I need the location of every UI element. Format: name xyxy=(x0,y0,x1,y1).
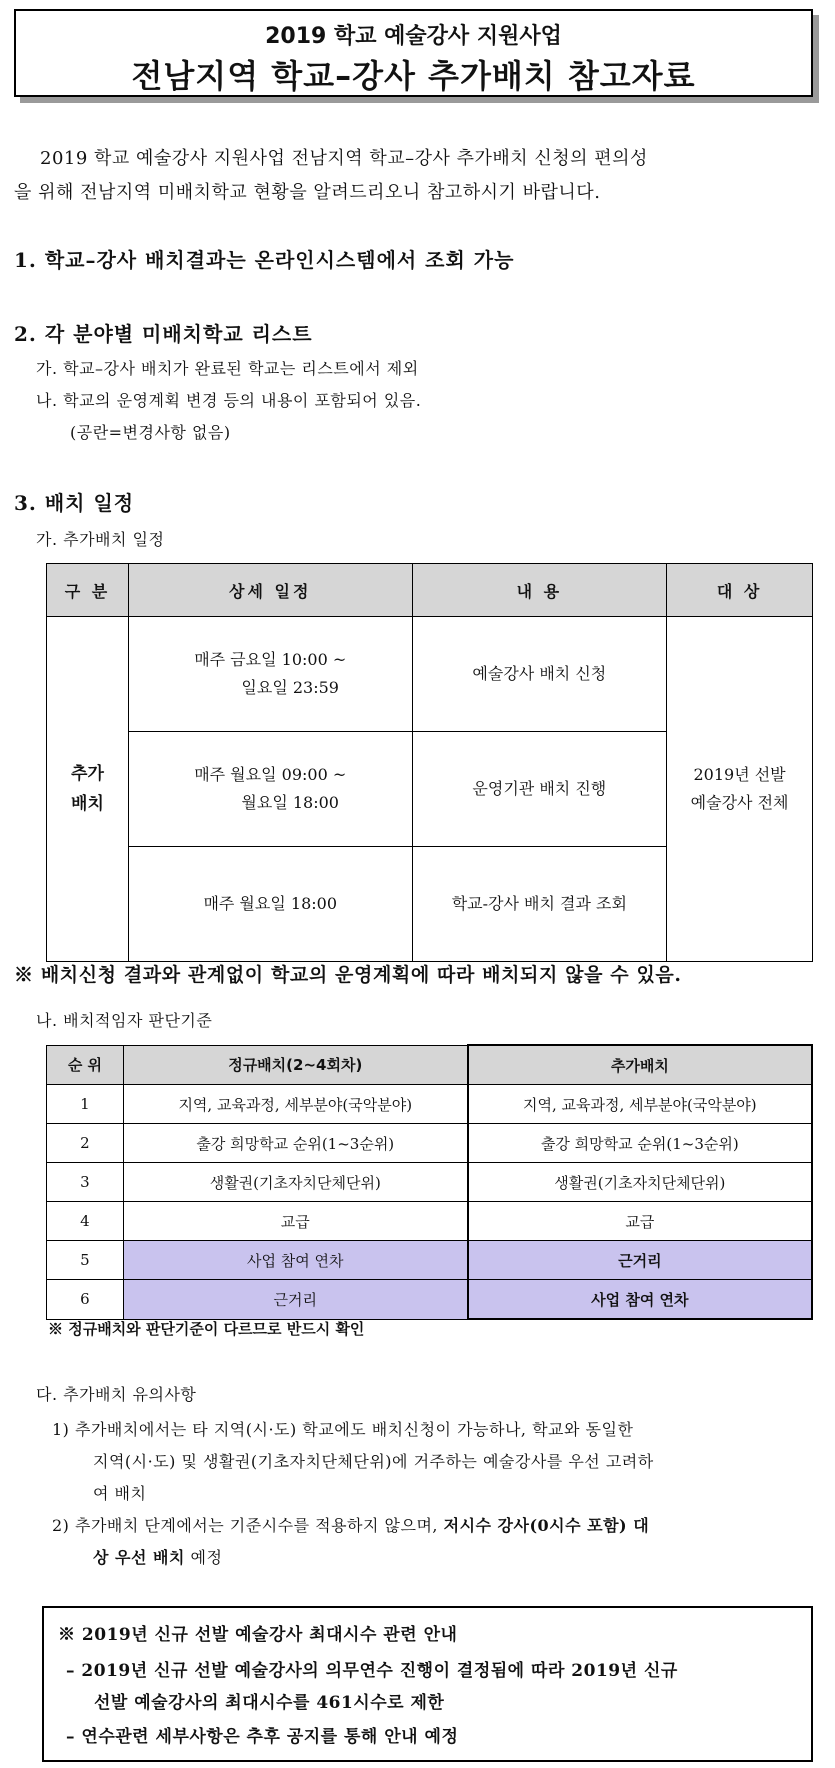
criteria-additional: 출강 희망학교 순위(1~3순위) xyxy=(468,1124,812,1163)
criteria-table xyxy=(46,1044,813,1320)
schedule-time-cell: 매주 월요일 18:00 xyxy=(128,847,412,962)
schedule-target-cell xyxy=(667,617,813,962)
note-2-line-1 xyxy=(52,1511,649,1541)
notice-item-2: – 연수관련 세부사항은 추후 공지를 통해 안내 예정 xyxy=(66,1727,459,1747)
schedule-header-target: 대 상 xyxy=(667,564,813,617)
criteria-note: ※ 정규배치와 판단기준이 다르므로 반드시 확인 xyxy=(48,1320,365,1338)
note-1-line-3: 여 배치 xyxy=(93,1484,147,1503)
criteria-rank: 1 xyxy=(47,1085,124,1124)
schedule-time-cell xyxy=(128,732,412,847)
criteria-row xyxy=(47,1163,813,1202)
section-2-heading: 2. 각 분야별 미배치학교 리스트 xyxy=(14,322,313,346)
schedule-content-cell: 예술강사 배치 신청 xyxy=(412,617,667,732)
notice-box xyxy=(42,1606,813,1762)
schedule-time-line-2: 일요일 23:59 xyxy=(241,678,339,697)
section-3-heading: 3. 배치 일정 xyxy=(14,491,135,515)
criteria-row xyxy=(47,1241,813,1280)
schedule-target-line-1: 2019년 선발 xyxy=(693,765,786,784)
schedule-category-cell xyxy=(47,617,129,962)
intro-line-1: 2019 학교 예술강사 지원사업 전남지역 학교–강사 추가배치 신청의 편의성 xyxy=(40,148,648,169)
criteria-header-rank: 순 위 xyxy=(47,1045,124,1085)
criteria-regular: 출강 희망학교 순위(1~3순위) xyxy=(123,1124,467,1163)
criteria-regular: 교급 xyxy=(123,1202,467,1241)
schedule-table xyxy=(46,563,813,962)
section-2-item-b-note: (공란=변경사항 없음) xyxy=(70,423,231,442)
schedule-row xyxy=(47,617,813,732)
schedule-category-line-1: 추가 xyxy=(71,764,104,784)
note-2-plain: 2) 추가배치 단계에서는 기준시수를 적용하지 않으며, xyxy=(52,1516,444,1535)
schedule-header-detail: 상세 일정 xyxy=(128,564,412,617)
criteria-rank: 4 xyxy=(47,1202,124,1241)
notice-title: ※ 2019년 신규 선발 예술강사 최대시수 관련 안내 xyxy=(58,1625,458,1645)
section-3-sub-a: 가. 추가배치 일정 xyxy=(36,530,165,549)
criteria-row xyxy=(47,1085,813,1124)
criteria-rank: 5 xyxy=(47,1241,124,1280)
note-1-line-2: 지역(시·도) 및 생활권(기초자치단체단위)에 거주하는 예술강사를 우선 고려하 xyxy=(93,1452,654,1471)
criteria-regular: 근거리 xyxy=(123,1280,467,1320)
schedule-time-line-2: 월요일 18:00 xyxy=(241,793,339,812)
criteria-additional: 교급 xyxy=(468,1202,812,1241)
schedule-time-line-1: 매주 월요일 09:00 ~ xyxy=(194,765,347,784)
criteria-regular: 생활권(기초자치단체단위) xyxy=(123,1163,467,1202)
criteria-additional: 지역, 교육과정, 세부분야(국악분야) xyxy=(468,1085,812,1124)
intro-line-2: 을 위해 전남지역 미배치학교 현황을 알려드리오니 참고하시기 바랍니다. xyxy=(14,182,601,203)
criteria-header-row xyxy=(47,1045,813,1085)
criteria-rank: 6 xyxy=(47,1280,124,1320)
schedule-time-line-1: 매주 금요일 10:00 ~ xyxy=(194,650,347,669)
schedule-content-cell: 학교-강사 배치 결과 조회 xyxy=(412,847,667,962)
criteria-additional: 생활권(기초자치단체단위) xyxy=(468,1163,812,1202)
criteria-header-additional: 추가배치 xyxy=(468,1045,812,1085)
criteria-additional: 근거리 xyxy=(468,1241,812,1280)
document-title: 전남지역 학교–강사 추가배치 참고자료 xyxy=(131,57,696,95)
criteria-regular: 사업 참여 연차 xyxy=(123,1241,467,1280)
schedule-warning: ※ 배치신청 결과와 관계없이 학교의 운영계획에 따라 배치되지 않을 수 있음. xyxy=(14,964,682,986)
schedule-content-cell: 운영기관 배치 진행 xyxy=(412,732,667,847)
section-3-sub-b: 나. 배치적임자 판단기준 xyxy=(36,1011,213,1030)
notice-item-1-line-2: 선발 예술강사의 최대시수를 461시수로 제한 xyxy=(94,1693,445,1713)
note-2-bold-cont: 상 우선 배치 xyxy=(93,1548,185,1567)
title-box xyxy=(14,9,813,97)
criteria-rank: 2 xyxy=(47,1124,124,1163)
section-3-sub-c: 다. 추가배치 유의사항 xyxy=(36,1385,197,1404)
schedule-category-line-2: 배치 xyxy=(71,794,104,814)
schedule-target-line-2: 예술강사 전체 xyxy=(690,793,789,812)
section-2-item-b: 나. 학교의 운영계획 변경 등의 내용이 포함되어 있음. xyxy=(36,391,422,410)
note-2-plain-cont: 예정 xyxy=(184,1548,223,1567)
criteria-row xyxy=(47,1202,813,1241)
schedule-header-content: 내 용 xyxy=(412,564,667,617)
criteria-rank: 3 xyxy=(47,1163,124,1202)
section-1-heading: 1. 학교–강사 배치결과는 온라인시스템에서 조회 가능 xyxy=(14,248,515,272)
note-2-line-2 xyxy=(93,1543,222,1573)
note-1-line-1: 1) 추가배치에서는 타 지역(시·도) 학교에도 배치신청이 가능하나, 학교와 동일한 xyxy=(52,1420,634,1439)
schedule-header-row xyxy=(47,564,813,617)
criteria-row xyxy=(47,1124,813,1163)
notice-item-1-line-1: – 2019년 신규 선발 예술강사의 의무연수 진행이 결정됨에 따라 2019년 신규 xyxy=(66,1661,678,1681)
criteria-regular: 지역, 교육과정, 세부분야(국악분야) xyxy=(123,1085,467,1124)
schedule-time-cell xyxy=(128,617,412,732)
section-2-item-a: 가. 학교–강사 배치가 완료된 학교는 리스트에서 제외 xyxy=(36,359,419,378)
criteria-row xyxy=(47,1280,813,1320)
document-subtitle: 2019 학교 예술강사 지원사업 xyxy=(265,24,562,49)
criteria-additional: 사업 참여 연차 xyxy=(468,1280,812,1320)
schedule-header-category: 구 분 xyxy=(47,564,129,617)
criteria-header-regular: 정규배치(2~4회차) xyxy=(123,1045,467,1085)
note-2-bold: 저시수 강사(0시수 포함) 대 xyxy=(443,1516,650,1535)
